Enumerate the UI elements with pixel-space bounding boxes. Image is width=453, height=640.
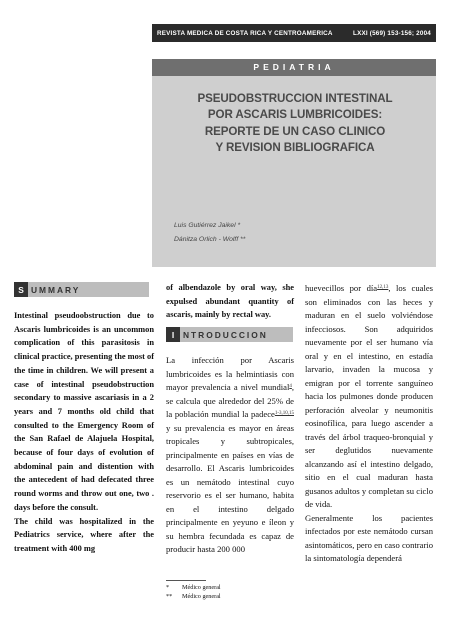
body-text-2: , los cuales son eliminados con las heces y maduran en el suelo volviéndose infecciosos. Son adquiridos nuevamente por el ser humano vía oral y en el intestino, en estadía larvario, invaden la mucosa y emigran por el torrente sanguíneo hacia los pulmones donde producen perforación alveolar y neumonitis eosinofílica, para luego ascender a través del árbol traqueo-bronquial y ser deglutidos nuevamente alcanzando así el intestino delgado, sitio en el cual maduran hasta gusanos adultos y completan su ciclo de vida. [305, 283, 433, 509]
citation-link[interactable]: 1-3,10,15 [274, 411, 294, 417]
right-column [305, 282, 433, 566]
summary-heading-initial: S [14, 282, 28, 297]
summary-continuation: of albendazole by oral way, she expulsed abundant quantity of ascaris, mainly by rectal way. [166, 283, 294, 320]
summary-heading [14, 282, 149, 297]
body-text-1: huevecillos por día [305, 283, 378, 293]
summary-column [14, 282, 154, 556]
middle-column [166, 282, 294, 557]
title-line: REPORTE DE UN CASO CLINICO [204, 124, 386, 138]
summary-text-2: The child was hospitalized in the Pediatrics service, where after the treatment with 400 mg [14, 516, 154, 553]
title-line: PSEUDOBSTRUCCION INTESTINAL [197, 92, 393, 105]
footnote-divider [166, 580, 206, 581]
intro-text-2: , se calcula que alrededor del 25% de la población mundial la padece [166, 382, 294, 420]
journal-name: REVISTA MEDICA DE COSTA RICA Y CENTROAMERICA [157, 29, 333, 37]
footnote-2 [166, 593, 221, 600]
body-paragraph-2: Generalmente los pacientes infectados por este nemátodo cursan asintomáticos, pero en caso contrario la sintomatología dependerá [305, 512, 433, 563]
footnote-1 [166, 584, 221, 591]
footnote-mark: ** [166, 593, 173, 600]
citation-link[interactable]: 12,13 [377, 285, 389, 290]
intro-heading-initial: I [166, 327, 180, 342]
intro-paragraph [166, 354, 294, 557]
journal-pages: LXXI (569) 153-156; 2004 [353, 29, 431, 37]
summary-heading-text: UMMARY [31, 284, 81, 295]
footnote-mark: * [166, 584, 170, 591]
title-line: POR ASCARIS LUMBRICOIDES: [207, 108, 383, 122]
article-title [166, 91, 424, 156]
intro-heading [166, 327, 293, 342]
author-2: Dánitza Orlich - Wolff ** [174, 236, 246, 243]
intro-text-1: La infección por Ascaris lumbricoides es la helmintiasis con mayor prevalencia a nivel mundial [166, 355, 294, 393]
title-line: Y REVISION BIBLIOGRAFICA [215, 140, 375, 154]
author-1: Luis Gutiérrez Jaikel * [174, 222, 241, 229]
journal-header [152, 24, 436, 42]
body-paragraph-1 [305, 282, 433, 512]
footnote-text: Médico general [182, 593, 221, 600]
section-label: PEDIATRIA [152, 59, 436, 76]
title-panel [152, 76, 436, 267]
intro-heading-text: NTRODUCCION [183, 329, 268, 340]
intro-text-3: y su prevalencia es mayor en áreas tropicales y subtropicales, principalmente en países en vías de desarrollo. El Ascaris lumbricoides es un nemátodo intestinal cuyo reservorio es el ser humano, habita en el intestino delgado principalmente en yeyuno e íleon y su hembra fecundada es capaz de producir hasta 200 000 [166, 422, 294, 555]
citation-link[interactable]: 4 [289, 384, 292, 390]
footnote-text: Médico general [182, 584, 221, 591]
summary-text: Intestinal pseudoobstruction due to Ascaris lumbricoides is an uncommon complication of this parasitosis in clinical practice, presenting the most of the time in children. We will present a case of intestinal pseudobstruction secondary to massive ascariasis in a 2 years and 7 months old child that consulted to the Emergency Room of the San Rafael de Alajuela Hospital, because of four days of evolution of abdominal pain and distention with the antecedent of had defecated three round worms and throw out one, two . days before the consult. [14, 311, 154, 512]
